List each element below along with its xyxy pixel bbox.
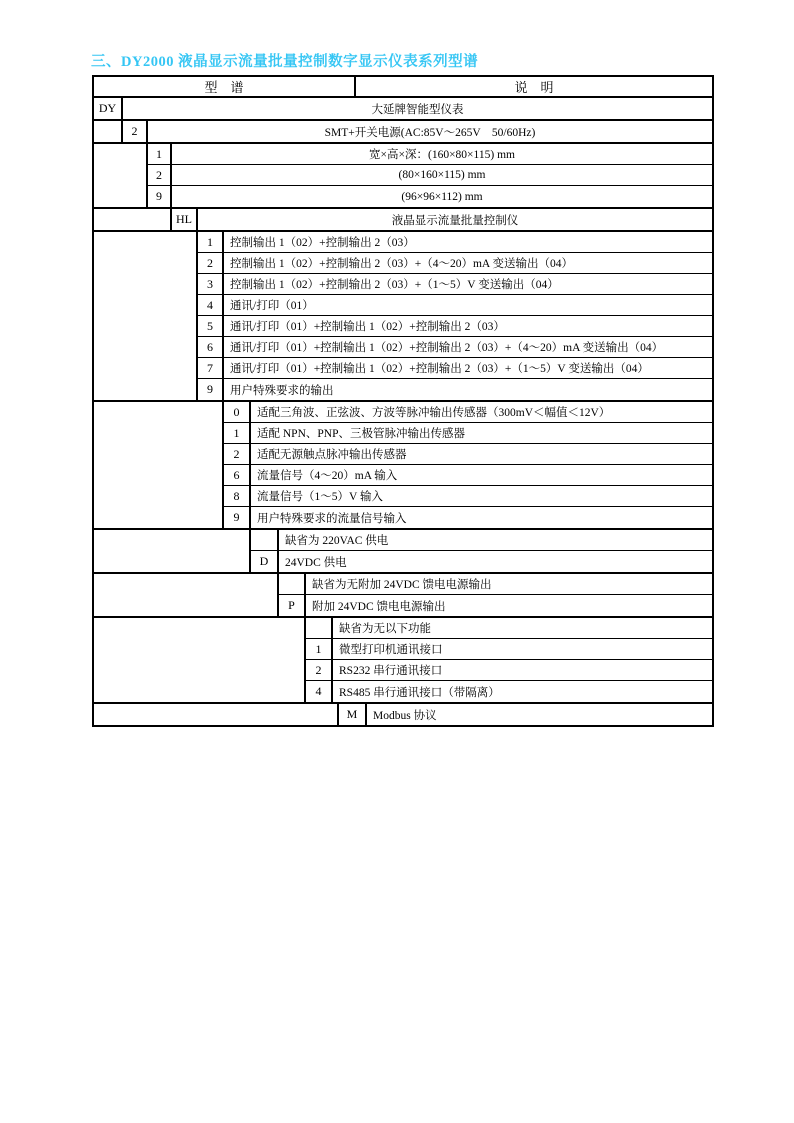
header-model-spectrum: 型 谱 (94, 77, 356, 96)
description-cell: 适配 NPN、PNP、三极管脉冲输出传感器 (257, 428, 465, 440)
code-cell: 7 (198, 358, 224, 378)
table-row (224, 486, 712, 507)
code-cell: 6 (198, 337, 224, 357)
group-brand (94, 98, 712, 121)
table-row (251, 551, 712, 572)
code-cell: 2 (224, 444, 251, 464)
group-supply-voltage (94, 530, 712, 574)
merged-blank-cell (94, 402, 224, 528)
table-row (306, 618, 712, 639)
description-cell: 大延牌智能型仪表 (371, 103, 464, 116)
group-output-options (94, 232, 712, 402)
code-cell (279, 574, 306, 594)
description-cell: 通讯/打印（01） (230, 300, 314, 312)
table-row (306, 681, 712, 702)
table-row (198, 253, 712, 274)
merged-blank-cell (94, 618, 306, 702)
model-spectrum-table (92, 75, 714, 727)
description-cell: 控制输出 1（02）+控制输出 2（03） (230, 237, 415, 249)
table-row (224, 423, 712, 444)
group-case-size (94, 144, 712, 209)
table-row (148, 144, 712, 165)
description-cell: 用户特殊要求的输出 (230, 384, 334, 397)
code-cell: 9 (224, 507, 251, 528)
code-cell: 2 (306, 660, 333, 680)
description-cell: 24VDC 供电 (285, 556, 347, 569)
merged-blank-cell (94, 144, 148, 207)
description-cell: 缺省为 220VAC 供电 (285, 535, 389, 547)
table-row (148, 165, 712, 186)
code-cell: 6 (224, 465, 251, 485)
table-row (123, 121, 712, 142)
table-row (198, 274, 712, 295)
table-row (198, 295, 712, 316)
group-rows (339, 704, 712, 725)
description-cell: 控制输出 1（02）+控制输出 2（03）+（1～5）V 变送输出（04） (230, 279, 559, 291)
description-cell: 通讯/打印（01）+控制输出 1（02）+控制输出 2（03）+（1～5）V 变送输出（04） (230, 363, 649, 375)
description-cell: 通讯/打印（01）+控制输出 1（02）+控制输出 2（03）+（4～20）mA 变送输出（04） (230, 342, 664, 354)
group-comm-interface (94, 618, 712, 704)
group-rows (224, 402, 712, 528)
table-row (279, 595, 712, 616)
table-row (224, 465, 712, 486)
description-cell: 微型打印机通讯接口 (339, 644, 443, 656)
code-cell: 4 (198, 295, 224, 315)
table-row (224, 444, 712, 465)
description-cell: SMT+开关电源(AC:85V～265V 50/60Hz) (324, 126, 536, 139)
description-cell: 宽×高×深：(160×80×115) mm (369, 149, 515, 161)
description-cell: RS485 串行通讯接口（带隔离） (339, 686, 500, 699)
code-cell: 2 (123, 121, 148, 142)
table-row (306, 660, 712, 681)
code-cell: HL (172, 209, 198, 230)
description-cell: 缺省为无附加 24VDC 馈电电源输出 (312, 579, 492, 591)
table-row (198, 337, 712, 358)
code-cell: 1 (198, 232, 224, 252)
table-row (198, 232, 712, 253)
table-row (94, 98, 712, 119)
description-cell: 适配三角波、正弦波、方波等脉冲输出传感器（300mV＜幅值＜12V） (257, 407, 611, 419)
table-header-row (94, 77, 712, 98)
table-row (148, 186, 712, 207)
table-body (94, 98, 712, 725)
description-cell: 适配无源触点脉冲输出传感器 (257, 449, 407, 461)
merged-blank-cell (94, 209, 172, 230)
code-cell (306, 618, 333, 638)
table-row (306, 639, 712, 660)
group-rows (251, 530, 712, 572)
code-cell: 1 (306, 639, 333, 659)
code-cell: D (251, 551, 279, 572)
table-row (198, 379, 712, 400)
code-cell: 8 (224, 486, 251, 506)
group-sensor-input (94, 402, 712, 530)
group-rows (198, 232, 712, 400)
code-cell: 2 (198, 253, 224, 273)
table-row (251, 530, 712, 551)
description-cell: 附加 24VDC 馈电电源输出 (312, 600, 446, 613)
code-cell: 3 (198, 274, 224, 294)
code-cell: 4 (306, 681, 333, 702)
merged-blank-cell (94, 574, 279, 616)
code-cell: DY (94, 98, 123, 119)
code-cell: M (339, 704, 367, 725)
group-power-supply-type (94, 121, 712, 144)
merged-blank-cell (94, 530, 251, 572)
group-rows (279, 574, 712, 616)
table-row (279, 574, 712, 595)
table-row (198, 316, 712, 337)
description-cell: 流量信号（1～5）V 输入 (257, 491, 383, 503)
code-cell: 1 (148, 144, 172, 164)
group-feed-power-output (94, 574, 712, 618)
group-rows (148, 144, 712, 207)
description-cell: 液晶显示流量批量控制仪 (391, 214, 519, 227)
merged-blank-cell (94, 704, 339, 725)
table-row (172, 209, 712, 230)
table-row (198, 358, 712, 379)
code-cell: 9 (198, 379, 224, 400)
description-cell: 通讯/打印（01）+控制输出 1（02）+控制输出 2（03） (230, 321, 505, 333)
code-cell: 0 (224, 402, 251, 422)
description-cell: 控制输出 1（02）+控制输出 2（03）+（4～20）mA 变送输出（04） (230, 258, 573, 270)
group-rows (306, 618, 712, 702)
description-cell: (80×160×115) mm (398, 169, 486, 181)
group-instrument-type (94, 209, 712, 232)
code-cell: P (279, 595, 306, 616)
code-cell: 5 (198, 316, 224, 336)
code-cell: 1 (224, 423, 251, 443)
table-row (339, 704, 712, 725)
table-row (224, 402, 712, 423)
page-title: 三、DY2000 液晶显示流量批量控制数字显示仪表系列型谱 (91, 54, 479, 70)
group-protocol (94, 704, 712, 725)
header-description: 说 明 (514, 80, 554, 95)
group-rows (123, 121, 712, 142)
description-cell: Modbus 协议 (373, 709, 437, 722)
code-cell: 9 (148, 186, 172, 207)
description-cell: (96×96×112) mm (401, 190, 483, 203)
merged-blank-cell (94, 121, 123, 142)
description-cell: 用户特殊要求的流量信号输入 (257, 512, 407, 525)
table-row (224, 507, 712, 528)
description-cell: 缺省为无以下功能 (339, 623, 431, 635)
description-cell: RS232 串行通讯接口 (339, 665, 443, 677)
group-rows (172, 209, 712, 230)
code-cell: 2 (148, 165, 172, 185)
group-rows (94, 98, 712, 119)
description-cell: 流量信号（4～20）mA 输入 (257, 470, 398, 482)
code-cell (251, 530, 279, 550)
merged-blank-cell (94, 232, 198, 400)
